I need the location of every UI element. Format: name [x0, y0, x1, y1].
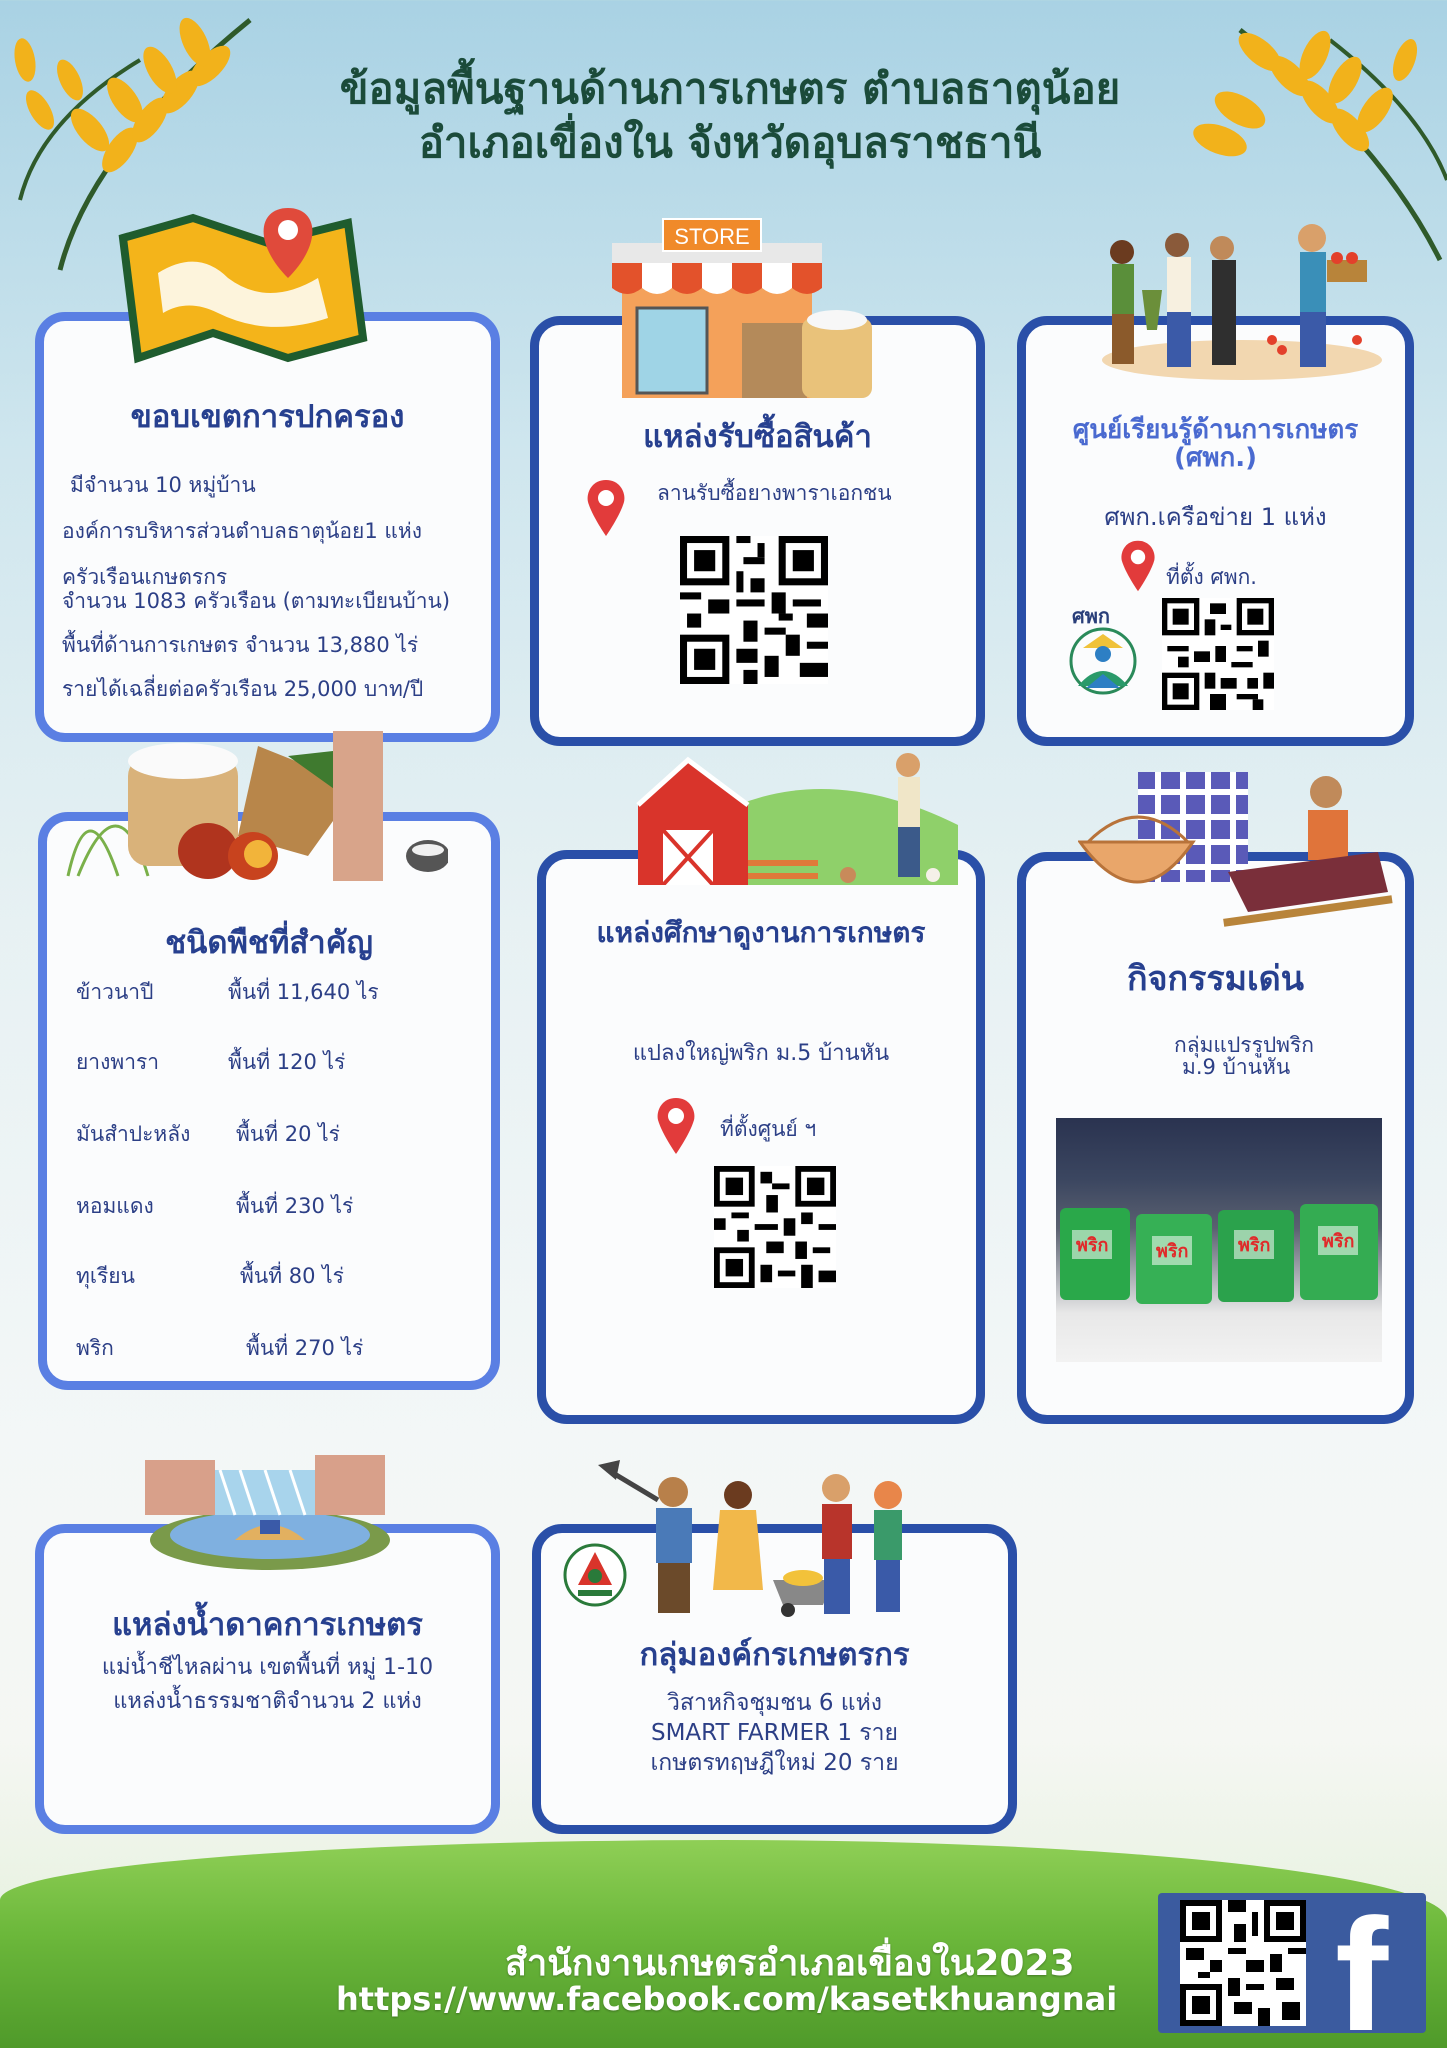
crop-area: พื้นที่ 230 ไร่ [236, 1194, 354, 1218]
activity-line-1: กลุ่มแปรรูปพริก [1174, 1033, 1315, 1057]
farmer-groups-title: กลุ่มองค์กรเกษตรกร [639, 1637, 910, 1673]
page-title [330, 62, 1130, 170]
admin-item: มีจำนวน 10 หมู่บ้าน [70, 473, 256, 497]
market-title: แหล่งรับซื้อสินค้า [643, 419, 872, 455]
study-card [537, 850, 985, 1424]
water-line-2: แหล่งน้ำธรรมชาติจำนวน 2 แห่ง [113, 1689, 422, 1714]
chili-package-label: พริก [1234, 1230, 1274, 1259]
crop-row [42, 1190, 482, 1230]
facebook-icon[interactable]: f [1335, 1885, 1389, 2048]
crop-area: พื้นที่ 20 ไร่ [236, 1122, 340, 1146]
study-title: แหล่งศึกษาดูงานการเกษตร [596, 916, 926, 949]
farmer-logo-icon [1058, 626, 1148, 696]
crop-row [42, 976, 482, 1016]
learning-center-title-2: (ศพก.) [1173, 443, 1258, 473]
crop-area: พื้นที่ 80 ไร่ [240, 1264, 344, 1288]
admin-item: องค์การบริหารส่วนตำบลธาตุน้อย1 แห่ง [62, 519, 423, 543]
learning-center-location: ที่ตั้ง ศพก. [1166, 565, 1257, 589]
study-place: แปลงใหญ่พริก ม.5 บ้านหัน [632, 1041, 890, 1066]
title-line-2: อำเภอเขื่องใน จังหวัดอุบลราชธานี [418, 118, 1042, 167]
crops-illustration-icon [58, 726, 448, 886]
facebook-qr-code[interactable] [1180, 1900, 1306, 2026]
footer-office: สำนักงานเกษตรอำเภอเขื่องใน2023 [505, 1943, 1075, 1984]
crop-name: ทุเรียน [76, 1264, 135, 1288]
crop-area: พื้นที่ 270 ไร่ [246, 1336, 364, 1360]
admin-item: พื้นที่ด้านการเกษตร จำนวน 13,880 ไร่ [62, 633, 419, 657]
water-title: แหล่งน้ำดาคการเกษตร [112, 1607, 423, 1643]
study-qr-code[interactable] [714, 1166, 836, 1288]
store-sign: STORE [662, 218, 762, 252]
admin-item: รายได้เฉลี่ยต่อครัวเรือน 25,000 บาท/ปี [62, 677, 424, 701]
sppk-logo-text: ศพก [1072, 604, 1110, 628]
farmers-market-icon [1082, 200, 1382, 380]
location-pin-icon [656, 1096, 696, 1156]
location-pin-icon [586, 478, 626, 538]
farmer-groups-line-1: วิสาหกิจชุมชน 6 แห่ง [666, 1690, 882, 1716]
chili-package-label: พริก [1152, 1236, 1192, 1265]
sppk-logo [1058, 596, 1148, 696]
crop-name: พริก [76, 1336, 114, 1360]
learning-center-qr-code[interactable] [1162, 598, 1274, 710]
title-line-1: ข้อมูลพื้นฐานด้านการเกษตร ตำบลธาตุน้อย [339, 64, 1121, 113]
farm-barn-icon [618, 745, 958, 885]
activity-photo [1056, 1118, 1382, 1362]
crop-name: มันสำปะหลัง [76, 1122, 191, 1146]
admin-item: จำนวน 1083 ครัวเรือน (ตามทะเบียนบ้าน) [62, 589, 451, 613]
learning-center-network: ศพก.เครือข่าย 1 แห่ง [1104, 503, 1327, 531]
crop-row [42, 1118, 482, 1158]
crop-name: หอมแดง [76, 1194, 154, 1218]
store-illustration [612, 218, 892, 398]
crops-card [38, 812, 500, 1390]
admin-title: ขอบเขตการปกครอง [130, 399, 405, 435]
crop-row [42, 1260, 482, 1300]
weaving-icon [1078, 762, 1398, 932]
water-card [35, 1524, 500, 1834]
crop-row [42, 1046, 482, 1086]
crop-name: ข้าวนาปี [76, 980, 154, 1004]
water-line-1: แม่น้ำชีไหลผ่าน เขตพื้นที่ หมู่ 1-10 [101, 1655, 434, 1680]
map-icon [118, 198, 368, 378]
location-pin-icon [1120, 538, 1156, 594]
crop-area: พื้นที่ 120 ไร่ [228, 1050, 346, 1074]
activity-line-2: ม.9 บ้านหัน [1182, 1055, 1291, 1079]
footer-url[interactable]: https://www.facebook.com/kasetkhuangnai [336, 1980, 1118, 2018]
chili-package-label: พริก [1072, 1230, 1112, 1259]
study-location: ที่ตั้งศูนย์ ฯ [720, 1117, 817, 1141]
dam-icon [140, 1440, 390, 1570]
crop-name: ยางพารา [76, 1050, 160, 1074]
activity-title: กิจกรรมเด่น [1127, 959, 1304, 999]
crop-row [42, 1332, 482, 1372]
crops-title: ชนิดพืชที่สำคัญ [165, 925, 373, 961]
crop-area: พื้นที่ 11,640 ไร [228, 980, 379, 1004]
farmer-groups-line-3: เกษตรทฤษฎีใหม่ 20 ราย [650, 1750, 899, 1776]
admin-item: ครัวเรือนเกษตรกร [62, 565, 228, 589]
farmers-group-icon [598, 1460, 918, 1620]
chili-package-label: พริก [1318, 1226, 1358, 1255]
market-qr-code[interactable] [680, 536, 828, 684]
learning-center-title-1: ศูนย์เรียนรู้ด้านการเกษตร [1072, 415, 1359, 445]
farmer-groups-line-2: SMART FARMER 1 ราย [650, 1720, 899, 1746]
market-location: ลานรับซื้อยางพาราเอกชน [657, 481, 892, 505]
